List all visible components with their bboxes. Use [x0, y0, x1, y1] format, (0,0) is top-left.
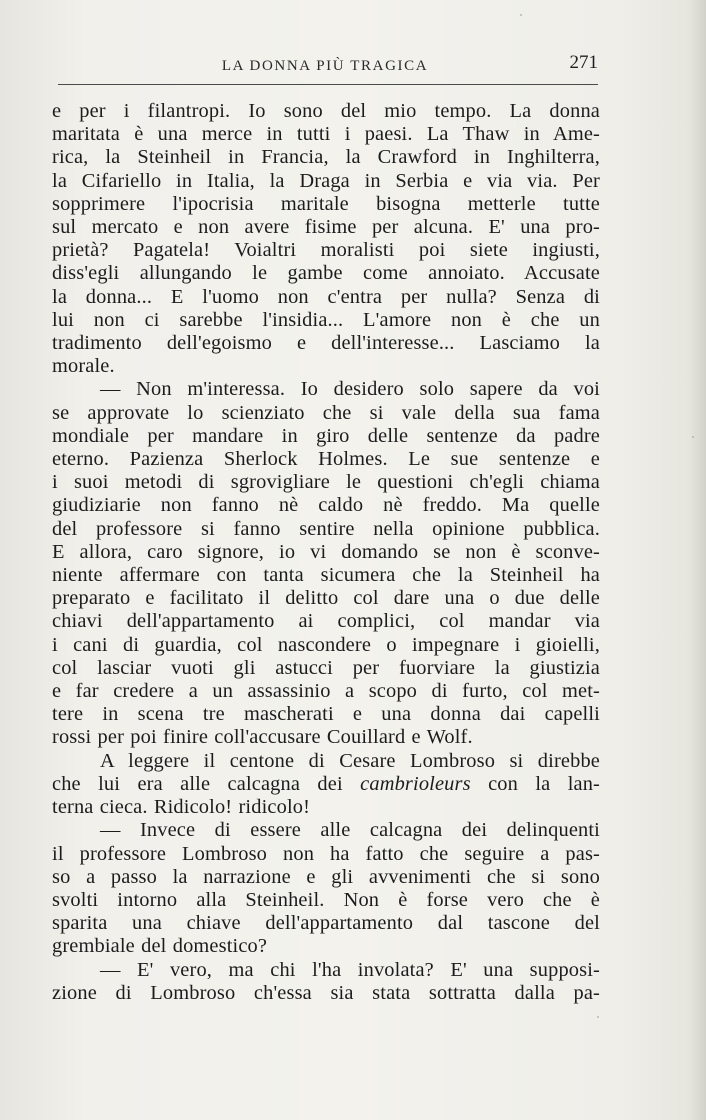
text-line: sparita una chiave dell'appartamento dal tascone del	[52, 912, 600, 935]
text-line: terna cieca. Ridicolo! ridicolo!	[52, 796, 311, 819]
page-number: 271	[569, 52, 598, 73]
text-line-mixed	[52, 773, 600, 796]
text-line: morale.	[52, 355, 115, 378]
text-line: la donna... E l'uomo non c'entra per nulla? Senza di	[52, 285, 600, 308]
body-text	[52, 100, 600, 1005]
text-line: sopprimere l'ipocrisia maritale bisogna metterle tutte	[52, 192, 600, 215]
text-line: svolti intorno alla Steinheil. Non è forse vero che è	[52, 888, 600, 911]
text-line: niente affermare con tanta sicumera che la Steinheil ha	[52, 564, 600, 587]
text-line: A leggere il centone di Cesare Lombroso si direbbe	[100, 749, 600, 772]
text-line: tradimento dell'egoismo e dell'interesse... Lasciamo la	[52, 332, 600, 355]
paper-speck	[692, 436, 694, 438]
text-line: — Invece di essere alle calcagna dei delinquenti	[100, 819, 600, 842]
text-line: la Cifariello in Italia, la Draga in Serbia e via via. Per	[52, 169, 600, 192]
text-line: i suoi metodi di sgrovigliare le questioni ch'egli chiama	[52, 471, 600, 494]
paper-speck	[597, 1016, 599, 1018]
text-line: il professore Lombroso non ha fatto che seguire a pas-	[52, 842, 600, 865]
text-line: e per i filantropi. Io sono del mio tempo. La donna	[52, 100, 600, 122]
text-line: E allora, caro signore, io vi domando se non è sconve-	[52, 540, 600, 563]
text-line: so a passo la narrazione e gli avvenimenti che si sono	[52, 865, 600, 888]
text-run: che lui era alle calcagna dei	[52, 772, 361, 795]
text-line: maritata è una merce in tutti i paesi. La Thaw in Ame-	[52, 123, 600, 146]
text-line: prietà? Pagatela! Voialtri moralisti poi siete ingiusti,	[52, 239, 600, 262]
text-line: eterno. Pazienza Sherlock Holmes. Le sue sentenze e	[52, 448, 600, 471]
text-line: — Non m'interessa. Io desidero solo sapere da voi	[100, 378, 600, 401]
italic-word: cambrioleurs	[360, 772, 471, 795]
text-line: del professore si fanno sentire nella opinione pubblica.	[52, 517, 600, 540]
text-line: zione di Lombroso ch'essa sia stata sottratta dalla pa-	[52, 981, 600, 1004]
text-line: — E' vero, ma chi l'ha involata? E' una supposi-	[100, 958, 600, 981]
text-line: sul mercato e non avere fisime per alcuna. E' una pro-	[52, 216, 600, 239]
text-line: rica, la Steinheil in Francia, la Crawford in Inghilterra,	[52, 146, 600, 169]
text-line: chiavi dell'appartamento ai complici, col mandar via	[52, 610, 600, 633]
text-line: preparato e facilitato il delitto col dare una o due delle	[52, 587, 600, 610]
text-line: col lasciar vuoti gli astucci per fuorviare la giustizia	[52, 656, 600, 679]
text-line: diss'egli allungando le gambe come annoiato. Accusate	[52, 262, 600, 285]
text-line: se approvate lo scienziato che si vale della sua fama	[52, 401, 600, 424]
text-line: i cani di guardia, col nascondere o impegnare i gioielli,	[52, 633, 600, 656]
text-run: con la lan-	[470, 772, 601, 795]
text-line: grembiale del domestico?	[52, 935, 268, 958]
paper-speck	[520, 14, 522, 16]
text-line: e far credere a un assassinio a scopo di furto, col met-	[52, 680, 600, 703]
running-title: LA DONNA PIÙ TRAGICA	[221, 58, 429, 74]
text-line: tere in scena tre mascherati e una donna dai capelli	[52, 703, 600, 726]
text-line: mondiale per mandare in giro delle sentenze da padre	[52, 424, 600, 447]
text-line: giudiziarie non fanno nè caldo nè freddo. Ma quelle	[52, 494, 600, 517]
text-line: rossi per poi finire coll'accusare Couillard e Wolf.	[52, 726, 473, 749]
header-rule	[58, 84, 598, 85]
text-line: lui non ci sarebbe l'insidia... L'amore non è che un	[52, 308, 600, 331]
